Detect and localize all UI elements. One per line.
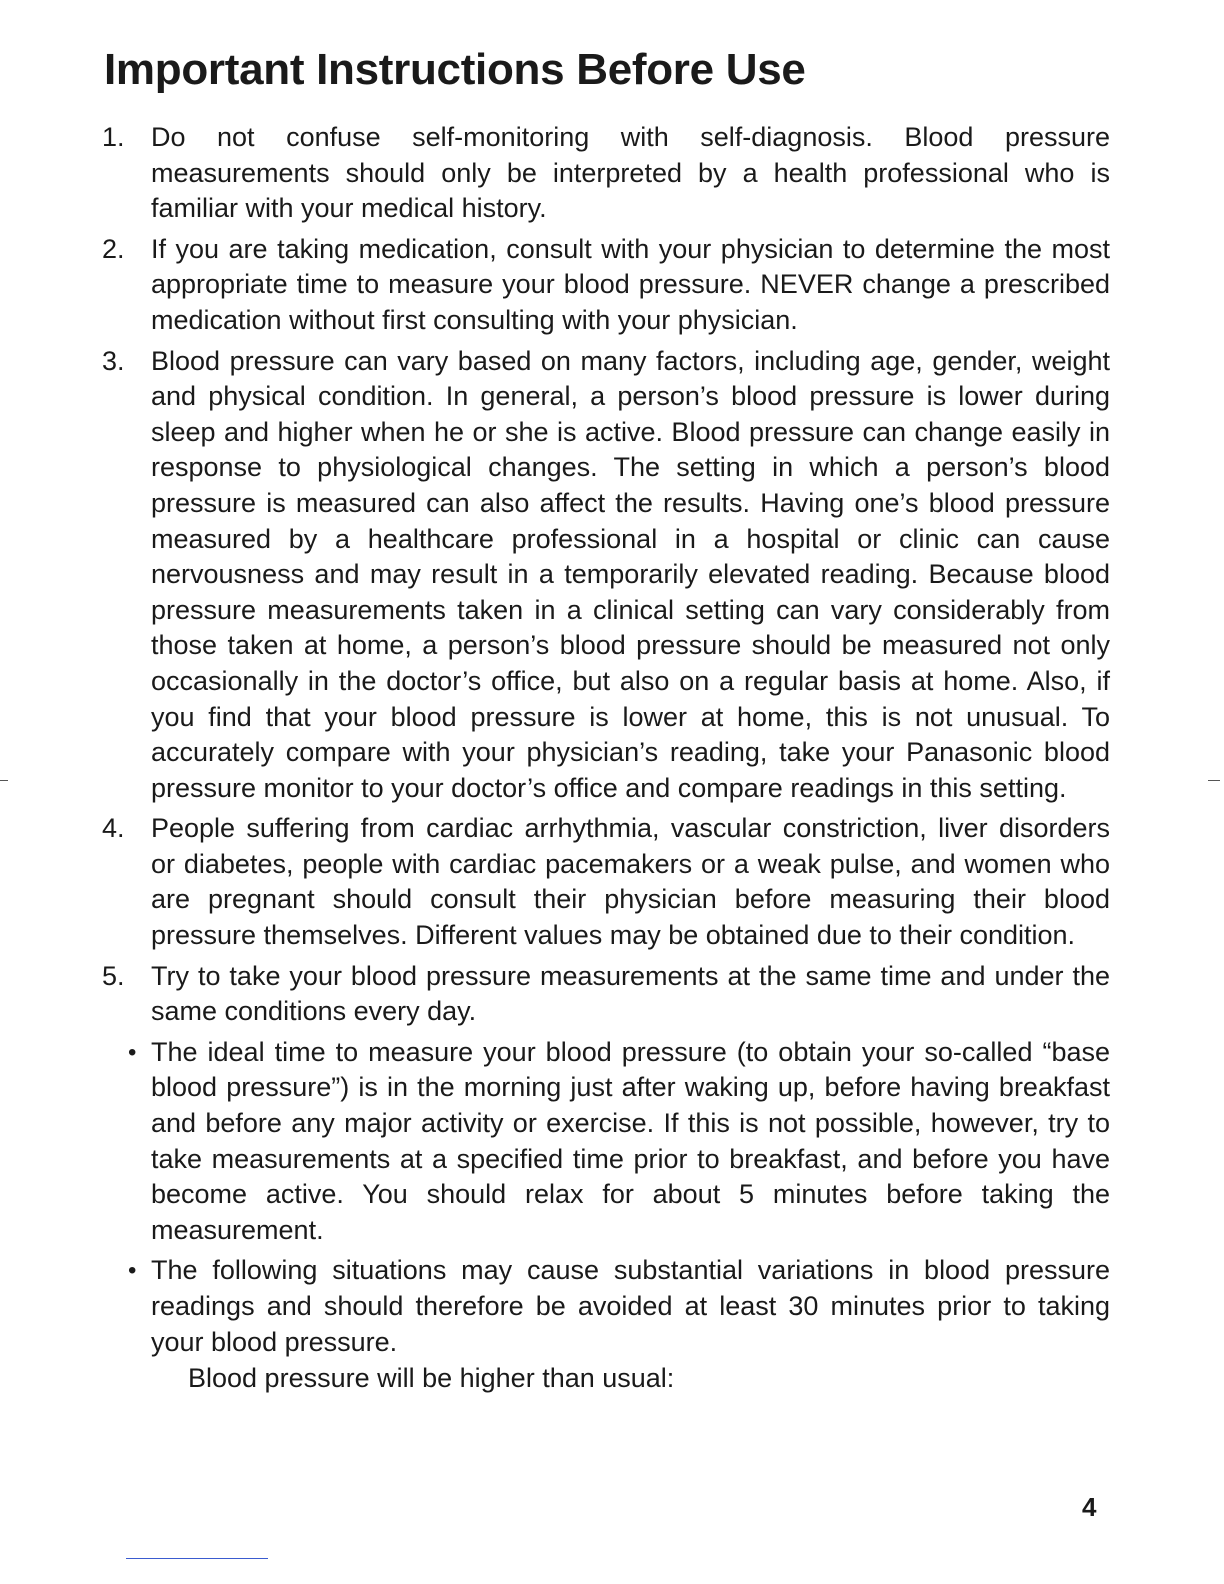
bullet-icon: • xyxy=(128,1038,137,1066)
instruction-item-3 xyxy=(102,344,1110,807)
page-number: 4 xyxy=(1082,1492,1097,1522)
item-text: People suffering from cardiac arrhythmia, vascular constriction, liver disorders or diabetes, people with cardiac pacemakers or a weak pulse, and women who are pregnant should consult their physician before measuring their blood pressure themselves. Different values may be obtained due to their condition. xyxy=(151,813,1110,951)
bullet-item-ideal-time xyxy=(102,1035,1110,1249)
item-text: Try to take your blood pressure measurements at the same time and under the same conditions every day. xyxy=(151,960,1110,1027)
item-number: 2. xyxy=(102,233,125,264)
page-title: Important Instructions Before Use xyxy=(104,45,806,94)
item-number: 3. xyxy=(102,345,125,376)
item-text: If you are taking medication, consult with your physician to determine the most appropriate time to measure your blood pressure. NEVER change a prescribed medication without first consulting with your physician. xyxy=(151,233,1110,335)
crop-mark-left xyxy=(0,780,8,781)
instruction-item-5 xyxy=(102,959,1110,1030)
item-number: 1. xyxy=(102,122,125,152)
instructions-list xyxy=(102,120,1110,1397)
item-number: 4. xyxy=(102,813,125,844)
item-number: 5. xyxy=(102,960,125,991)
bullet-icon: • xyxy=(128,1257,137,1285)
instruction-item-2 xyxy=(102,232,1110,339)
item-text: Do not confuse self-monitoring with self-diagnosis. Blood pressure measurements should only be interpreted by a health professional who is familiar with your medical history. xyxy=(151,122,1110,224)
crop-mark-right xyxy=(1208,780,1220,781)
instruction-item-1 xyxy=(102,120,1110,227)
crop-mark-bottom xyxy=(126,1558,268,1559)
instruction-item-4 xyxy=(102,811,1110,953)
bullet-item-situations xyxy=(102,1253,1110,1360)
bullet-text: The following situations may cause substantial variations in blood pressure readings and should therefore be avoided at least 30 minutes prior to taking your blood pressure. xyxy=(151,1255,1110,1357)
item-text: Blood pressure can vary based on many factors, including age, gender, weight and physical condition. In general, a person’s blood pressure is lower during sleep and higher when he or she is active. Blood pressure can change easily in response to physiological changes. The setting in which a person’s blood pressure is measured can also affect the results. Having one’s blood pressure measured by a healthcare professional in a hospital or clinic can cause nervousness and may result in a temporarily elevated reading. Because blood pressure measurements taken in a clinical setting can vary considerably from those taken at home, a person’s blood pressure should be measured not only occasionally in the doctor’s office, but also on a regular basis at home. Also, if you find that your blood pressure is lower at home, this is not unusual. To accurately compare with your physician’s reading, take your Panasonic blood pressure monitor to your doctor’s office and compare readings in this setting. xyxy=(151,345,1110,803)
bullet-text: The ideal time to measure your blood pressure (to obtain your so-called “base blood pressure”) is in the morning just after waking up, before having breakfast and before any major activity or exercise. If this is not possible, however, try to take measurements at a specified time prior to breakfast, and before you have become active. You should relax for about 5 minutes before taking the measurement. xyxy=(151,1036,1110,1245)
subheading: Blood pressure will be higher than usual: xyxy=(188,1363,675,1394)
